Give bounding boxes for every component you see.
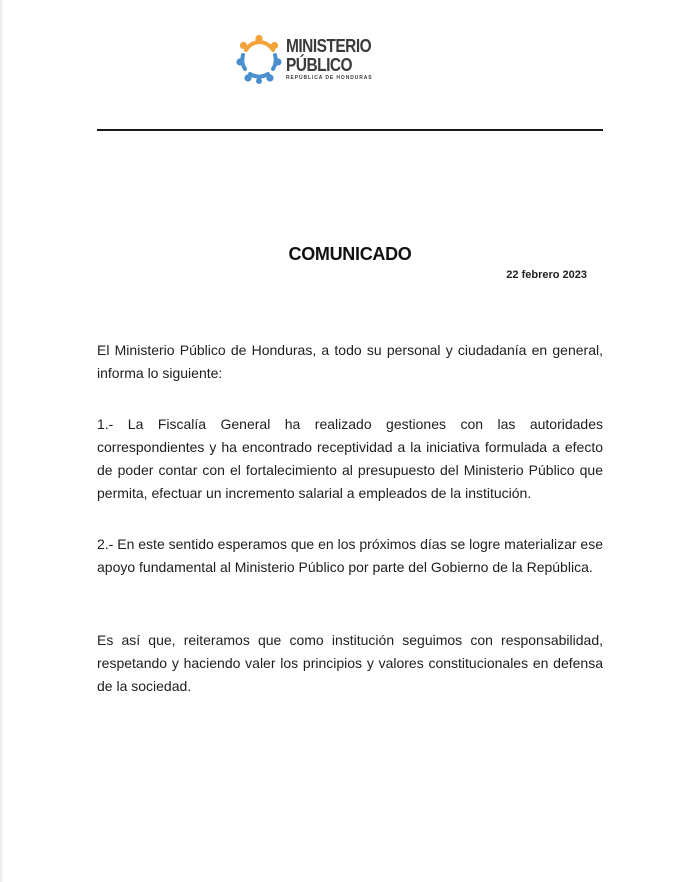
intro-paragraph: El Ministerio Público de Honduras, a todo su personal y ciudadanía en general, informa lo siguiente: — [97, 342, 603, 381]
logo-subtitle: REPÚBLICA DE HONDURAS — [286, 74, 373, 81]
page-edge — [0, 0, 4, 882]
closing-paragraph: Es así que, reiteramos que como institución seguimos con responsabilidad, respetando y haciendo valer los principios y valores constitucionales en defensa de la sociedad. — [97, 632, 603, 694]
logo-line-1: MINISTERIO — [286, 35, 372, 56]
logo-line-2: PÚBLICO — [286, 54, 353, 75]
logo-wordmark — [286, 37, 385, 82]
document-title: COMUNICADO — [288, 244, 412, 264]
document-date: 22 febrero 2023 — [506, 269, 587, 281]
people-circle-emblem-icon — [236, 34, 282, 84]
ministerio-publico-logo — [236, 34, 385, 84]
point-2-paragraph: 2.- En este sentido esperamos que en los próximos días se logre materializar ese apoyo fundamental al Ministerio Público por parte del Gobierno de la República. — [97, 536, 603, 575]
header-divider — [97, 129, 603, 131]
point-1-paragraph: 1.- La Fiscalía General ha realizado gestiones con las autoridades correspondientes y ha encontrado receptividad a la iniciativa formulada a efecto de poder contar con el fortalecimiento al presupuesto del Ministerio Público que permita, efectuar un incremento salarial a empleados de la institución. — [97, 416, 603, 501]
